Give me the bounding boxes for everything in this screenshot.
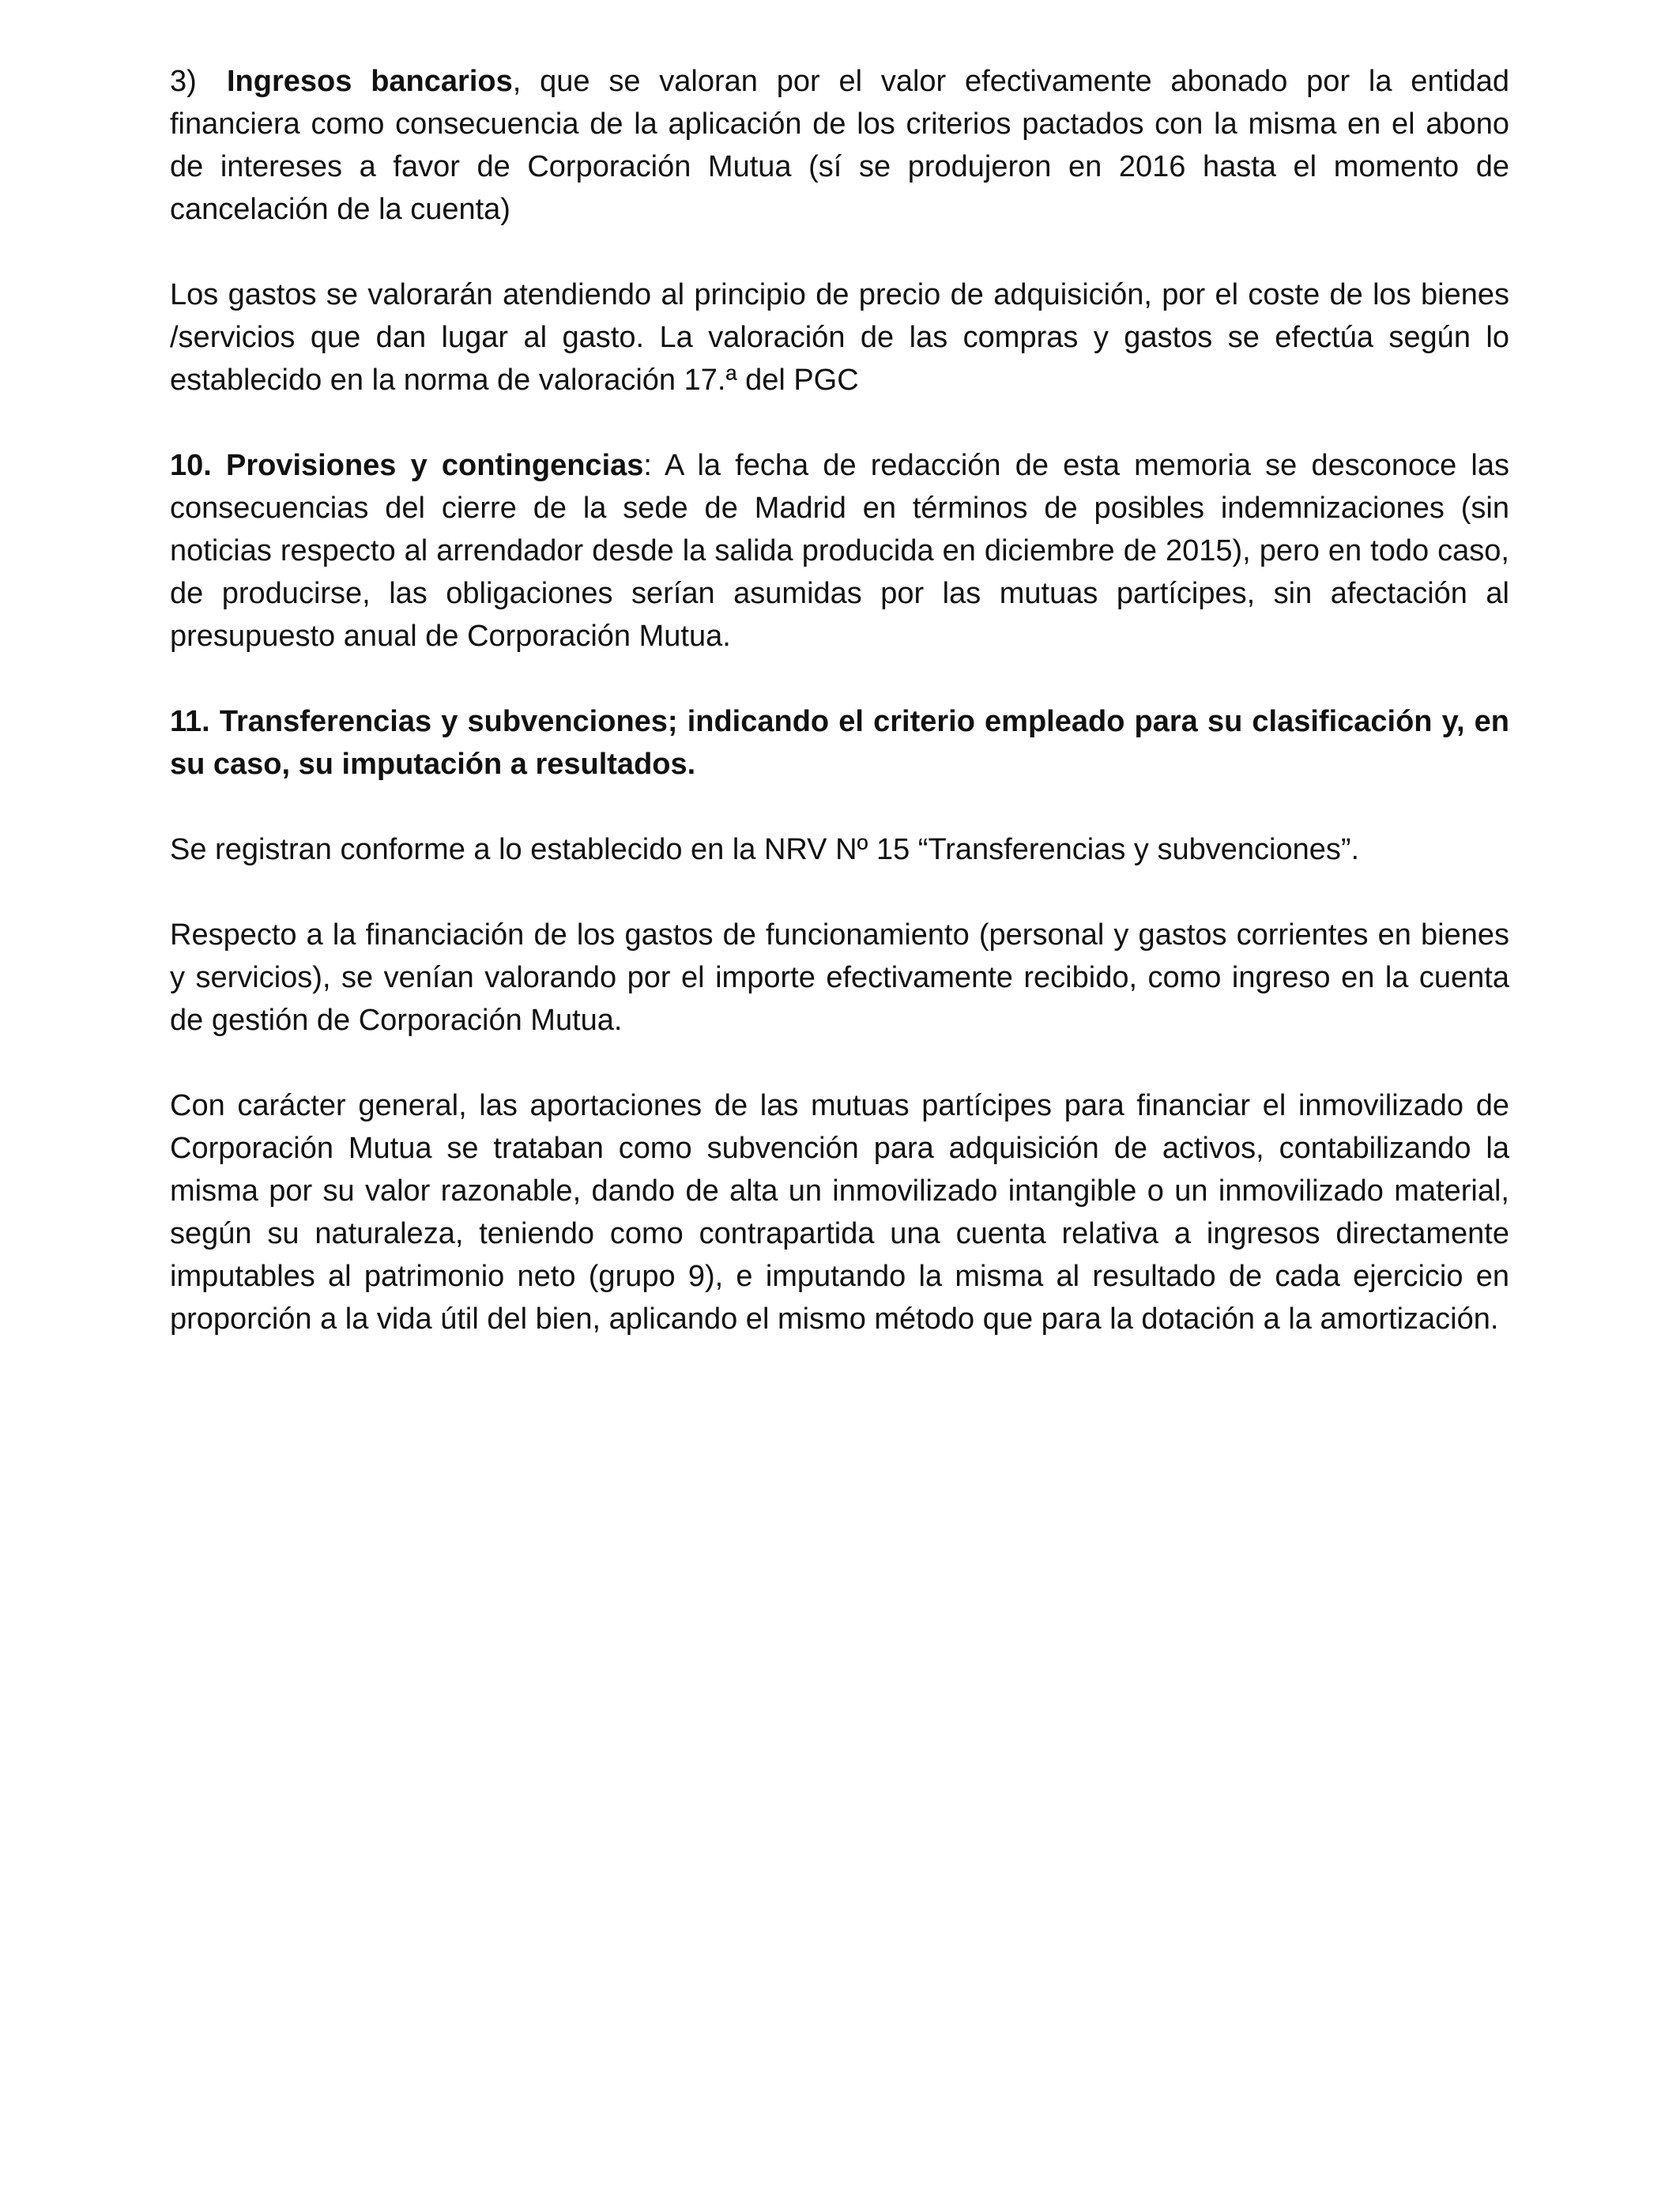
paragraph-text: Se registran conforme a lo establecido en la NRV Nº 15 “Transferencias y subvenciones”.	[170, 833, 1360, 866]
paragraph-text: Con carácter general, las aportaciones de las mutuas partícipes para financiar el inmovilizado de Corporación Mutua se trataban como subvención para adquisición de activos, contabilizando la misma por su valor razonable, dando de alta un inmovilizado intangible o un inmovilizado material, según su naturaleza, teniendo como contrapartida una cuenta relativa a ingresos directamente imputables al patrimonio neto (grupo 9), e imputando la misma al resultado de cada ejercicio en proporción a la vida útil del bien, aplicando el mismo método que para la dotación a la amortización.	[170, 1089, 1509, 1336]
paragraph-aportaciones	[170, 1084, 1509, 1340]
bold-lead-ingresos-bancarios: Ingresos bancarios	[227, 65, 513, 98]
paragraph-ingresos-bancarios	[170, 60, 1509, 231]
paragraph-text: Los gastos se valorarán atendiendo al principio de precio de adquisición, por el coste de los bienes /servicios que dan lugar al gasto. La valoración de las compras y gastos se efectúa según lo establecido en la norma de valoración 17.ª del PGC	[170, 278, 1509, 397]
document-body	[170, 60, 1509, 1383]
paragraph-text: Respecto a la financiación de los gastos de funcionamiento (personal y gastos corrientes en bienes y servicios), se venían valorando por el importe efectivamente recibido, como ingreso en la cuenta de gestión de Corporación Mutua.	[170, 918, 1509, 1037]
list-number: 3)	[170, 65, 197, 98]
paragraph-nrv	[170, 828, 1509, 871]
paragraph-text: , que se valoran por el valor efectivamente abonado por la entidad financiera como consecuencia de la aplicación de los criterios pactados con la misma en el abono de intereses a favor de Corporación Mutua (sí se produjeron en 2016 hasta el momento de cancelación de la cuenta)	[170, 65, 1509, 226]
paragraph-provisiones	[170, 444, 1509, 658]
paragraph-financiacion	[170, 914, 1509, 1042]
bold-lead-provisiones: 10. Provisiones y contingencias	[170, 449, 644, 482]
section-heading-transferencias: 11. Transferencias y subvenciones; indicando el criterio empleado para su clasificación y, en su caso, su imputación a resultados.	[170, 705, 1509, 781]
paragraph-text: : A la fecha de redacción de esta memoria se desconoce las consecuencias del cierre de la sede de Madrid en términos de posibles indemnizaciones (sin noticias respecto al arrendador desde la salida producida en diciembre de 2015), pero en todo caso, de producirse, las obligaciones serían asumidas por las mutuas partícipes, sin afectación al presupuesto anual de Corporación Mutua.	[170, 449, 1509, 653]
paragraph-gastos	[170, 273, 1509, 401]
